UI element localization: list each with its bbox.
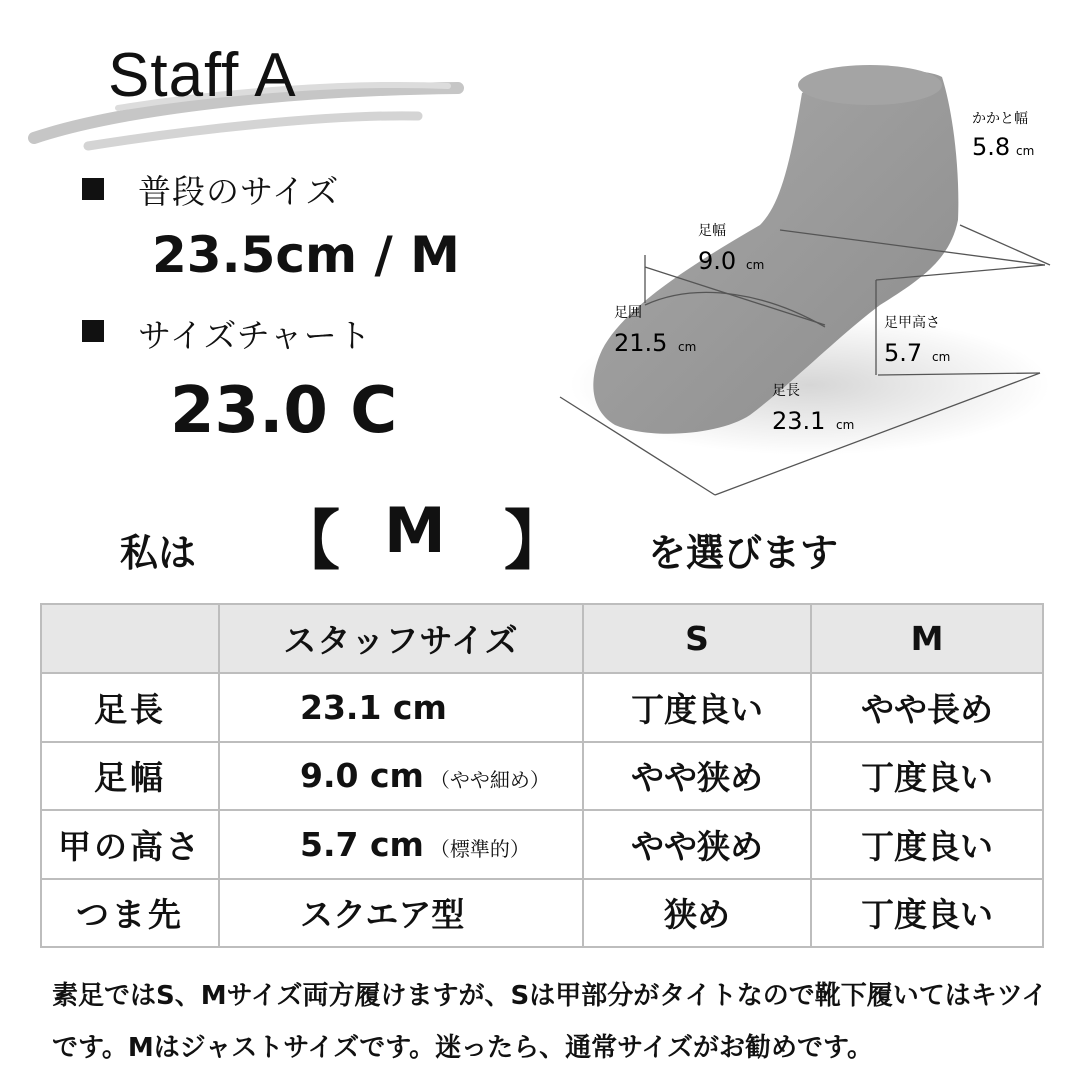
- row-label: 甲の高さ: [41, 810, 219, 879]
- size-chart-label: サイズチャート: [138, 316, 372, 355]
- choice-bracket-close: 】: [504, 505, 568, 579]
- girth-value: 21.5: [614, 329, 668, 357]
- staff-title: Staff A: [108, 41, 297, 110]
- table-row: [41, 810, 1043, 879]
- size-chart-value: 23.0 C: [170, 374, 398, 448]
- s-fit-cell: やや狭め: [583, 742, 811, 811]
- table-row: [41, 742, 1043, 811]
- instep-height-unit: cm: [932, 350, 951, 364]
- s-fit-cell: やや狭め: [583, 810, 811, 879]
- header-size-m: M: [811, 604, 1043, 673]
- row-label: 足幅: [41, 742, 219, 811]
- m-fit-cell: 丁度良い: [811, 742, 1043, 811]
- instep-height-label: 足甲高さ: [884, 315, 940, 331]
- header-staff-size: スタッフサイズ: [219, 604, 583, 673]
- foot-width-label: 足幅: [698, 223, 726, 239]
- choice-prefix: 私は: [120, 531, 197, 575]
- table-row: [41, 673, 1043, 742]
- staff-value: スクエア型: [300, 895, 465, 935]
- foot-length-label: 足長: [772, 383, 800, 399]
- heel-width-label: かかと幅: [972, 111, 1028, 127]
- staff-value-cell: [219, 673, 583, 742]
- square-bullet-icon: [82, 320, 104, 342]
- usual-size-label: 普段のサイズ: [138, 172, 340, 211]
- m-fit-cell: やや長め: [811, 673, 1043, 742]
- instep-height-value: 5.7: [884, 339, 923, 367]
- heel-width-value: 5.8: [972, 133, 1011, 161]
- header-size-s: S: [583, 604, 811, 673]
- m-fit-cell: 丁度良い: [811, 810, 1043, 879]
- staff-value: 23.1 cm: [300, 687, 447, 727]
- foot-length-unit: cm: [836, 418, 855, 432]
- s-fit-cell: 丁度良い: [583, 673, 811, 742]
- size-comparison-table: [40, 603, 1044, 948]
- header-empty-cell: [41, 604, 219, 673]
- heel-width-unit: cm: [1016, 144, 1035, 158]
- m-fit-cell: 丁度良い: [811, 879, 1043, 948]
- girth-label: 足囲: [614, 305, 642, 321]
- table-header-row: [41, 604, 1043, 673]
- square-bullet-icon: [82, 178, 104, 200]
- row-label: 足長: [41, 673, 219, 742]
- chosen-size: M: [384, 494, 446, 567]
- s-fit-cell: 狭め: [583, 879, 811, 948]
- girth-unit: cm: [678, 340, 697, 354]
- staff-value-cell: [219, 810, 583, 879]
- foot-width-value: 9.0: [698, 247, 737, 275]
- fit-comment-note: 素足ではS、Mサイズ両方履けますが、Sは甲部分がタイトなので靴下履いてはキツイです。Mはジャストサイズです。迷ったら、通常サイズがお勧めです。: [52, 981, 1048, 1063]
- choice-bracket-open: 【: [276, 505, 340, 579]
- staff-value-cell: [219, 879, 583, 948]
- staff-value: 9.0 cm: [300, 756, 424, 796]
- usual-size-value: 23.5cm / M: [152, 226, 460, 284]
- staff-value-note: （標準的）: [429, 836, 530, 861]
- foot-ankle-top: [798, 65, 942, 105]
- foot-measurement-illustration: [540, 55, 1060, 505]
- staff-value-cell: [219, 742, 583, 811]
- row-label: つま先: [41, 879, 219, 948]
- staff-value: 5.7 cm: [300, 824, 424, 864]
- choice-suffix: を選びます: [648, 531, 839, 575]
- table-row: [41, 879, 1043, 948]
- foot-width-unit: cm: [746, 258, 765, 272]
- staff-value-note: （やや細め）: [429, 768, 550, 793]
- foot-length-value: 23.1: [772, 407, 826, 435]
